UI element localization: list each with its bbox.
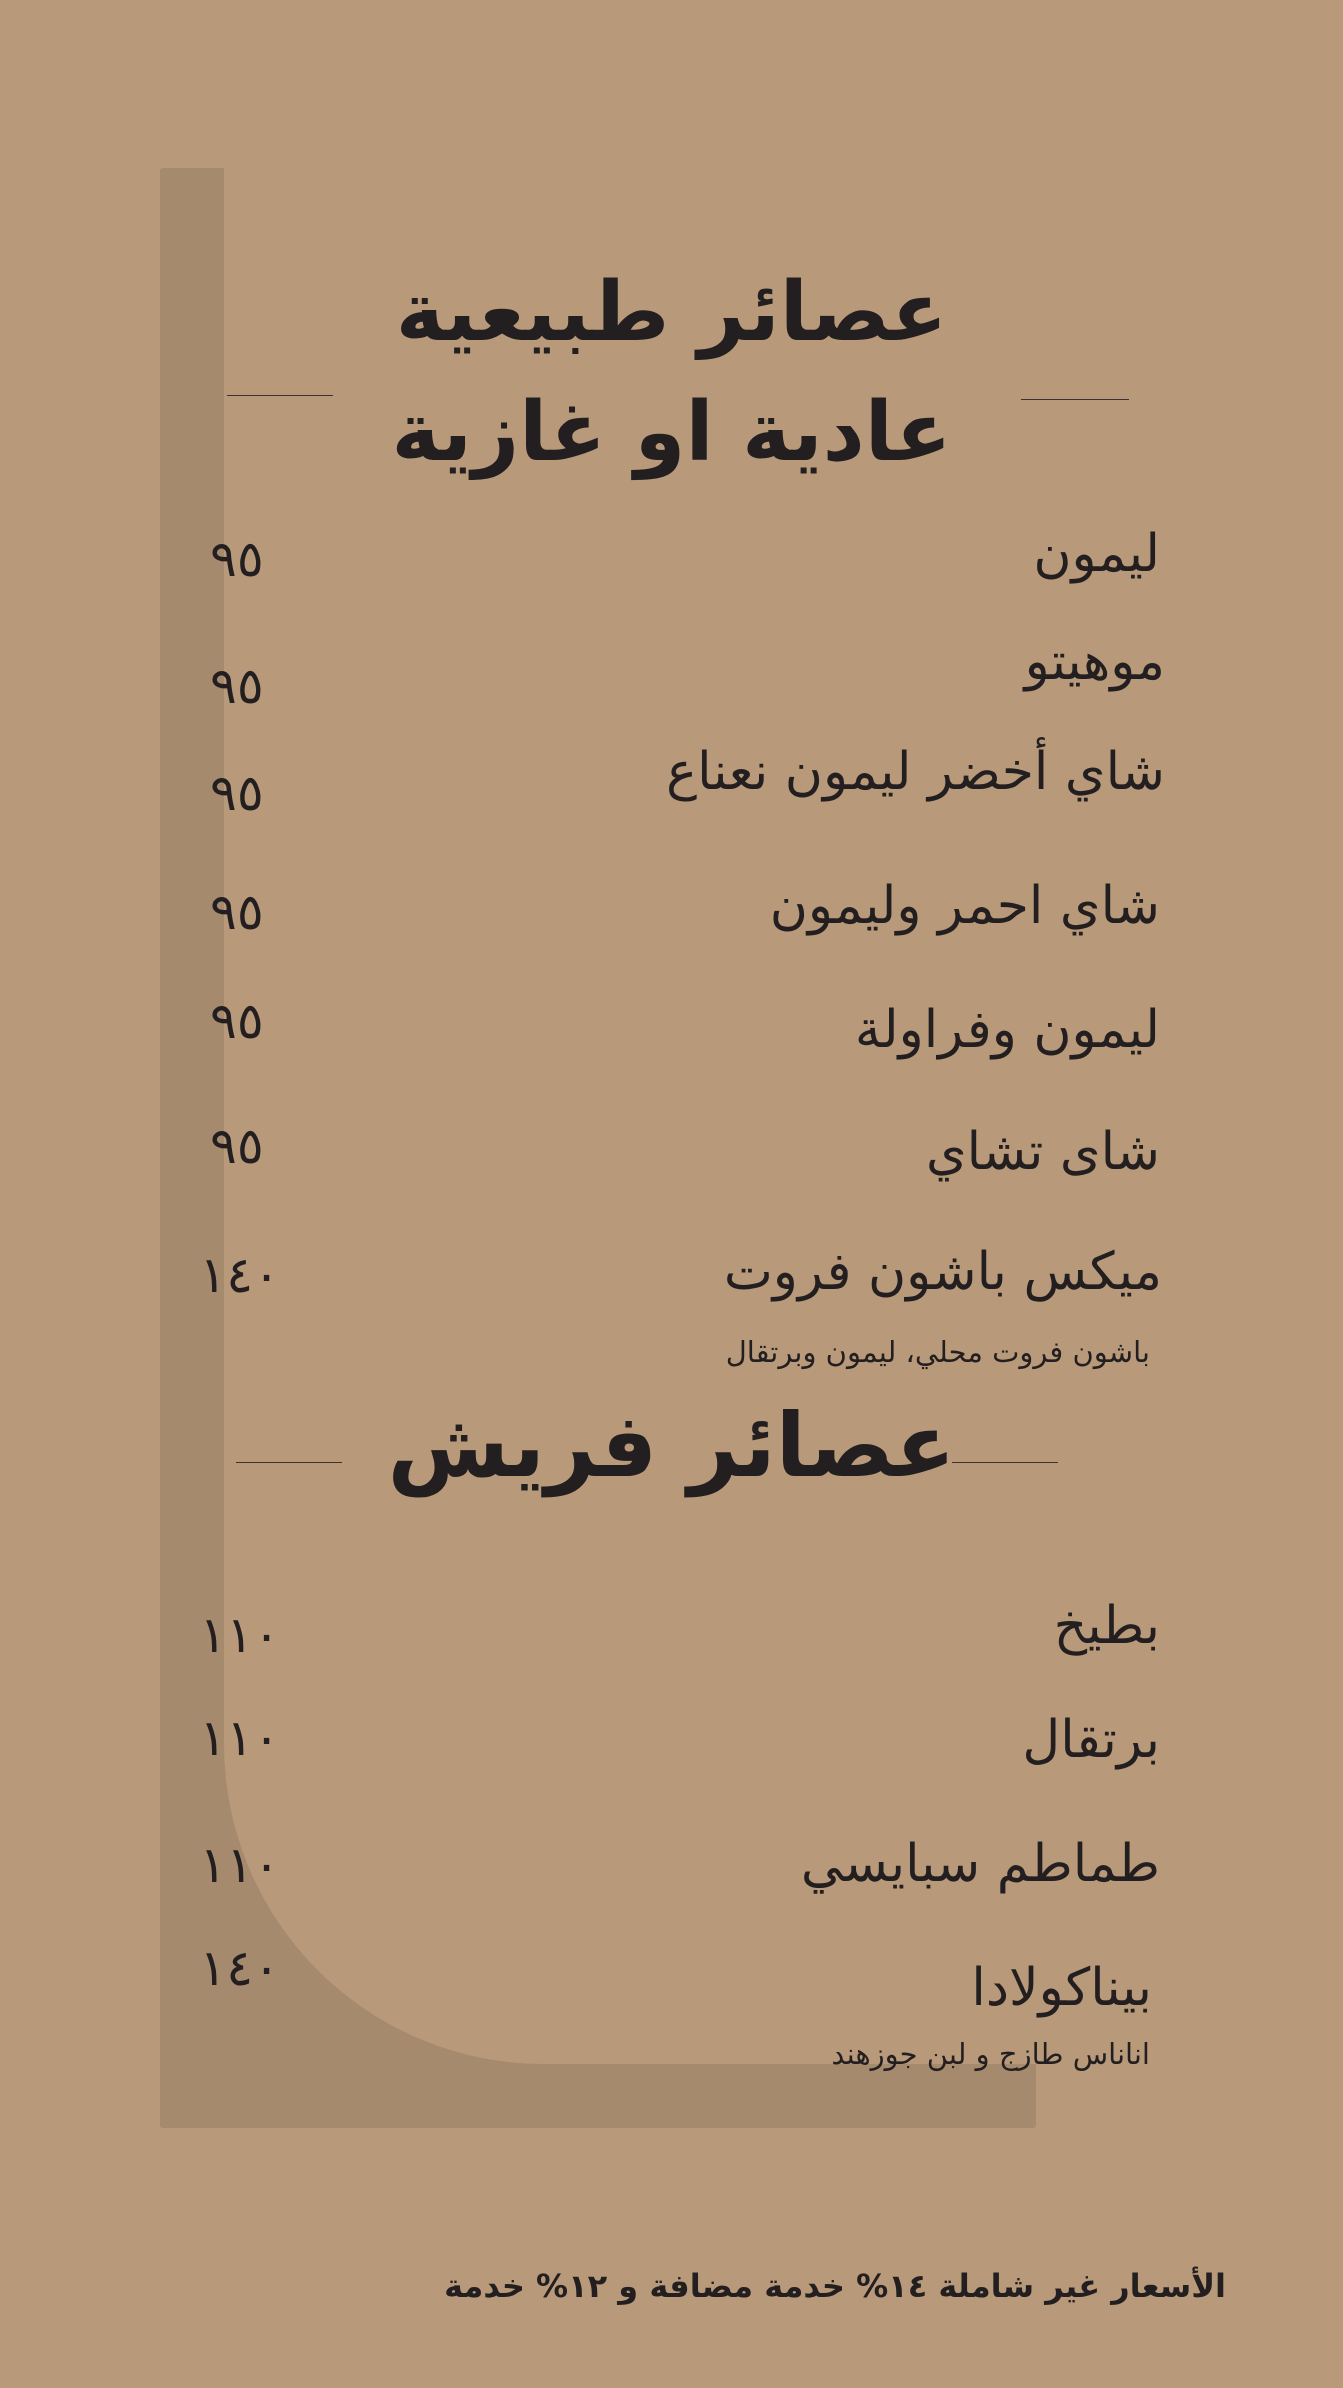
menu-item-price: ١١٠	[199, 1606, 280, 1664]
menu-item-name: شاي أخضر ليمون نعناع	[666, 742, 1165, 802]
menu-item-price: ٩٥	[210, 764, 264, 822]
menu-item-description: اناناس طازج و لبن جوزهند	[831, 2037, 1150, 2071]
menu-item-name: موهيتو	[1024, 632, 1165, 692]
menu-item-price: ١١٠	[199, 1709, 280, 1767]
menu-item-name: ليمون	[1033, 524, 1160, 584]
section1-title: عصائر طبيعية	[395, 265, 948, 360]
menu-item-name: ليمون وفراولة	[854, 1000, 1160, 1060]
menu-item-price: ٩٥	[210, 657, 264, 715]
menu-item-price: ١٤٠	[199, 1246, 280, 1304]
menu-item-name: بطيخ	[1053, 1596, 1160, 1656]
menu-item-price: ١١٠	[199, 1836, 280, 1894]
menu-item-name: برتقال	[1022, 1710, 1160, 1770]
menu-item-price: ٩٥	[210, 992, 264, 1050]
menu-item-description: باشون فروت محلي، ليمون وبرتقال	[725, 1335, 1150, 1369]
footer-note: الأسعار غير شاملة ١٤% خدمة مضافة و ١٢% خدمة	[444, 2267, 1226, 2305]
menu-item-price: ٩٥	[210, 883, 264, 941]
menu-item-name: شاى تشاي	[925, 1122, 1160, 1182]
section1-subtitle: عادية او غازية	[391, 385, 952, 480]
menu-item-name: ميكس باشون فروت	[723, 1242, 1162, 1302]
menu-item-name: شاي احمر وليمون	[769, 876, 1160, 936]
menu-item-name: طماطم سبايسي	[800, 1834, 1160, 1894]
menu-item-price: ٩٥	[210, 1117, 264, 1175]
menu-item-name: بيناكولادا	[971, 1958, 1152, 2018]
menu-item-price: ١٤٠	[199, 1939, 280, 1997]
section2-title: عصائر فريش	[387, 1394, 956, 1497]
menu-item-price: ٩٥	[210, 530, 264, 588]
